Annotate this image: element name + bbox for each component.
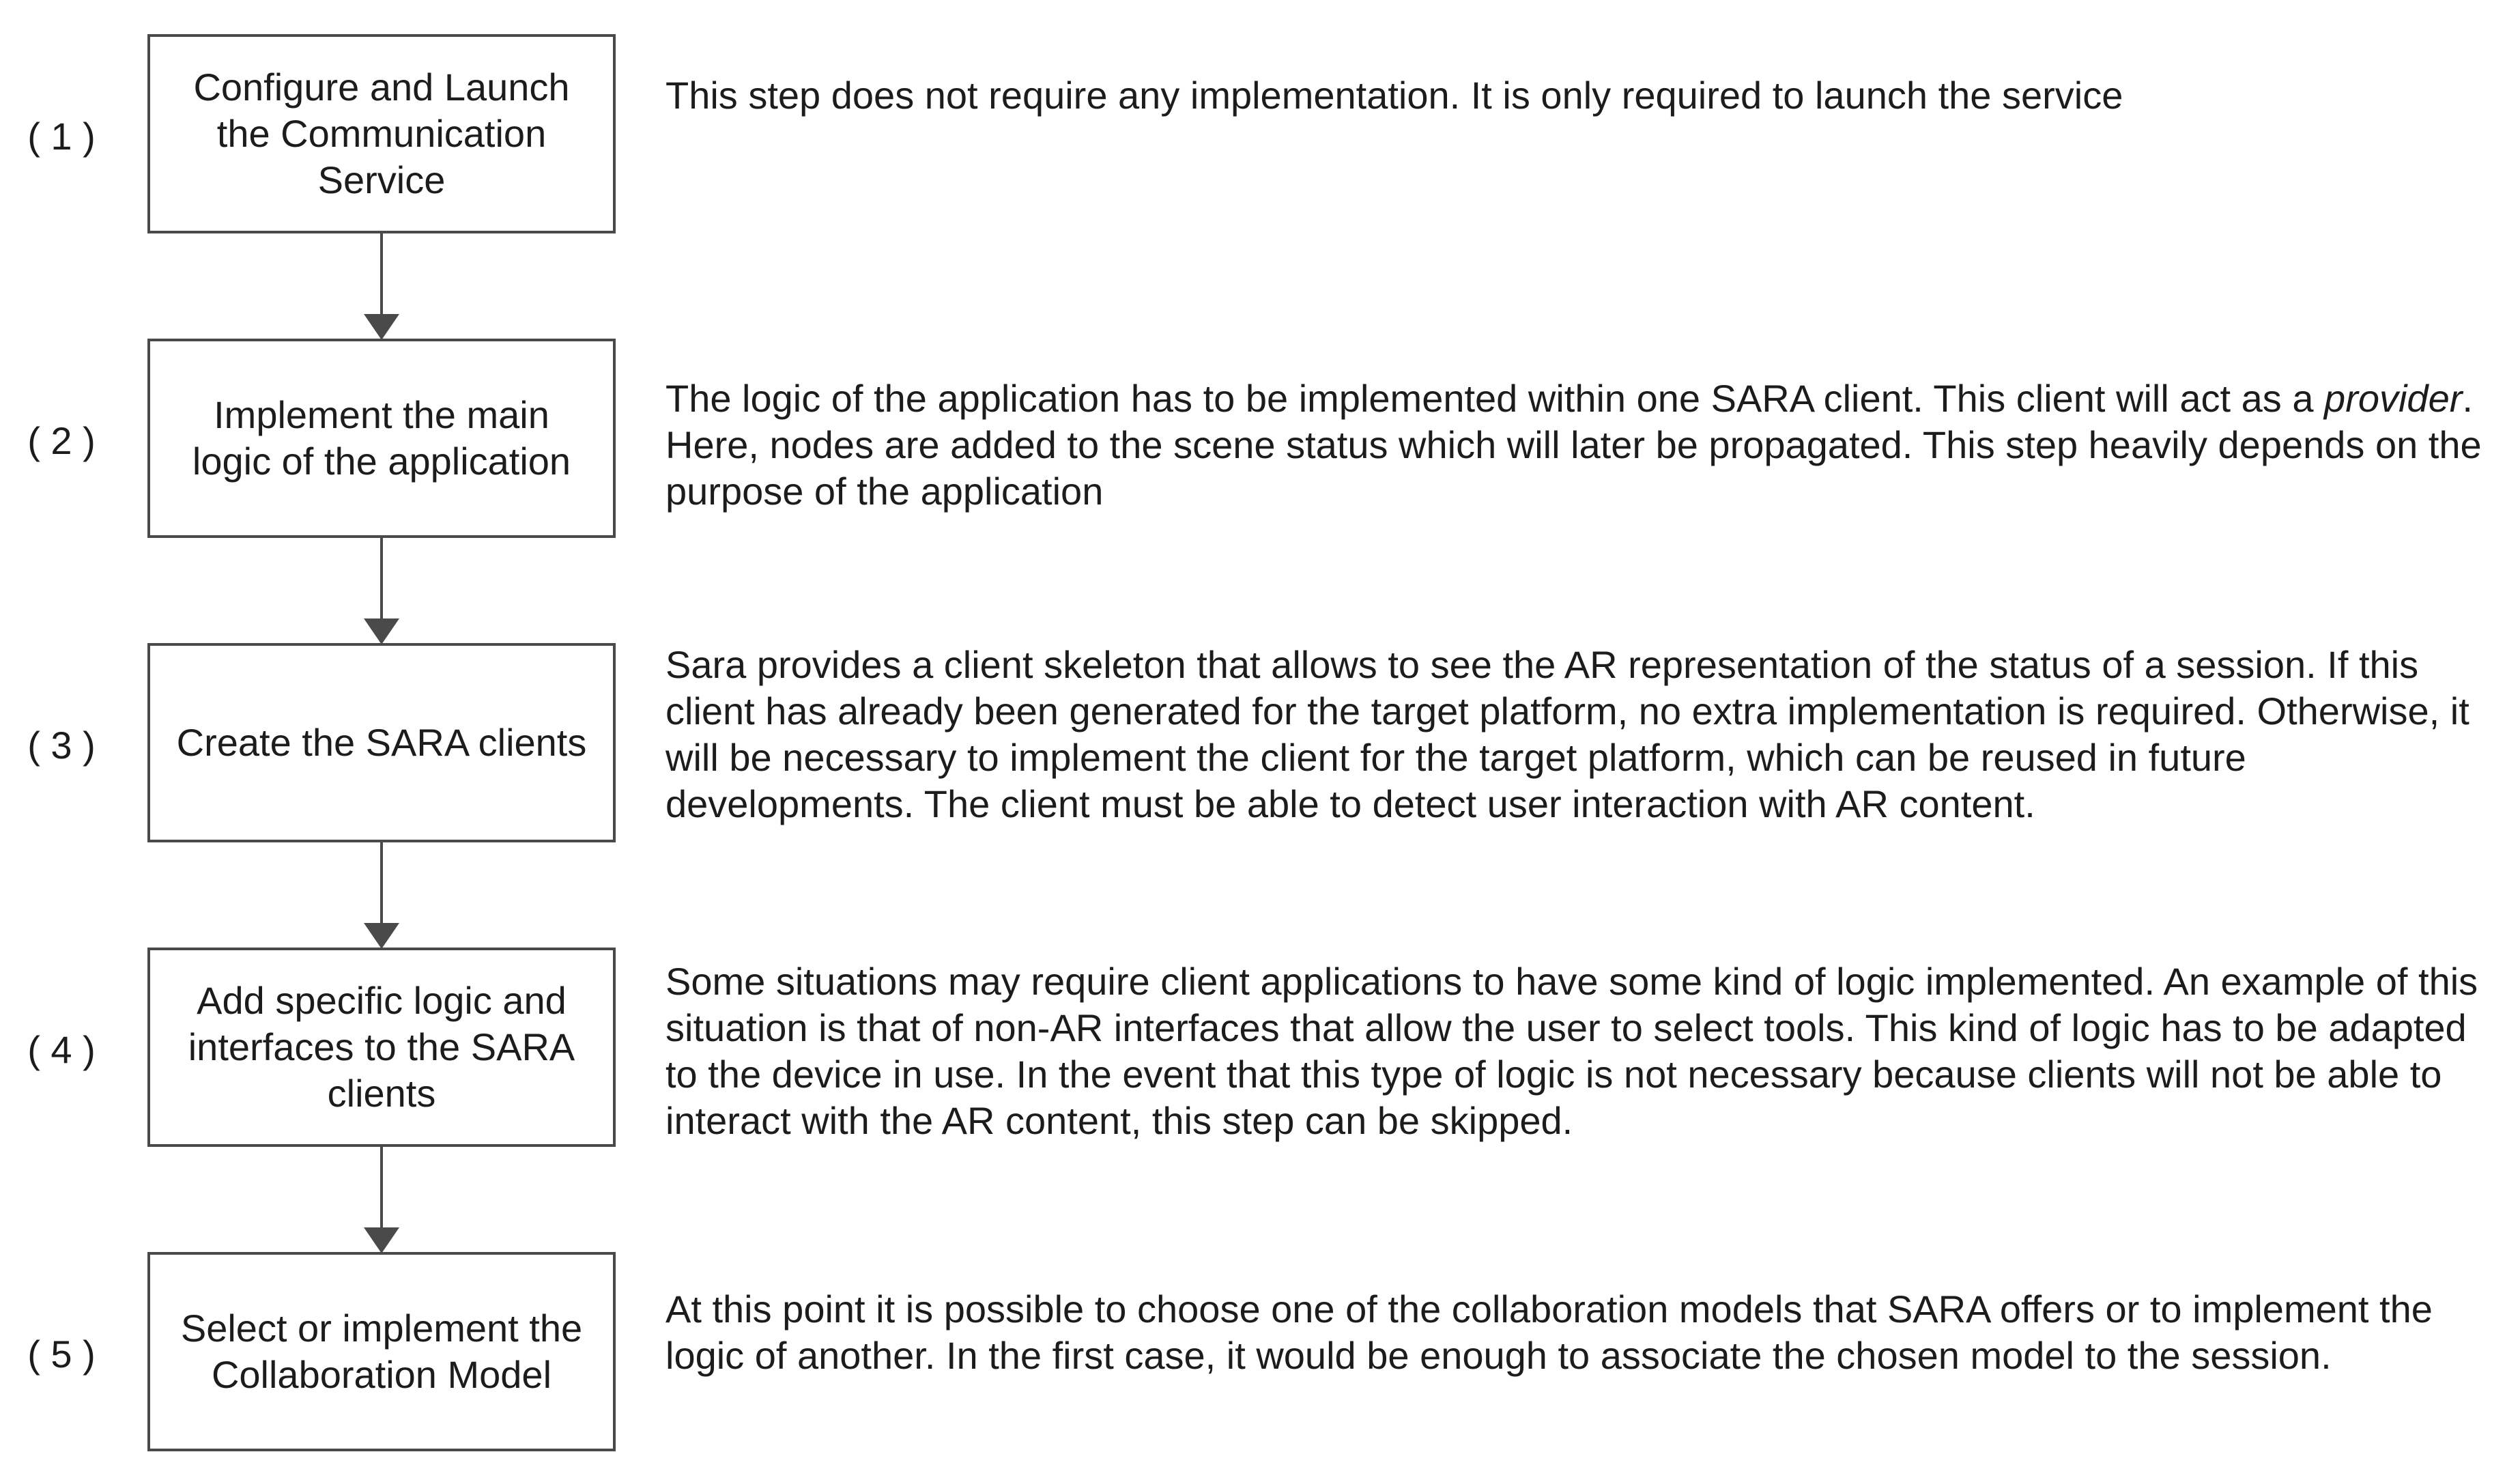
step-number-4: ( 4 ) — [27, 1028, 96, 1071]
step-description-1: This step does not require any implementation. It is only required to launch the service — [665, 74, 2123, 117]
step-number-5: ( 5 ) — [27, 1333, 96, 1376]
step-title-4: Add specific logic and interfaces to the SARA clients — [188, 979, 575, 1115]
step-description-2 — [665, 375, 2508, 515]
step-title-5: Select or implement the Collaboration Model — [180, 1307, 583, 1396]
step-description-2-start: The logic of the application has to be implemented within one SARA client. This client will act as a — [665, 377, 2325, 420]
arrow-3-to-4 — [364, 842, 399, 949]
step-description-2-emphasis: provider — [2324, 377, 2463, 420]
step-box-4 — [147, 948, 616, 1147]
step-number-1: ( 1 ) — [27, 115, 96, 158]
step-description-2-end: . Here, nodes are added to the scene status which will later be propagated. This step heavily depends on the purpose of the application — [665, 377, 2482, 513]
step-description-5: At this point it is possible to choose one of the collaboration models that SARA offers or to implement the logic of another. In the first case, it would be enough to associate the chosen model to the session. — [665, 1287, 2433, 1377]
step-title-2: Implement the main logic of the application — [192, 393, 571, 483]
step-number-2: ( 2 ) — [27, 419, 96, 462]
arrow-4-to-5 — [364, 1147, 399, 1253]
step-description-3: Sara provides a client skeleton that allows to see the AR representation of the status of a session. If this client has already been generated for the target platform, no extra implementation is required. Otherwise, it will be necessary to implement the client for the target platform, which can be reused in future developments. The client must be able to detect user interaction with AR content. — [665, 643, 2469, 825]
step-title-1: Configure and Launch the Communication Service — [193, 66, 570, 201]
step-number-3: ( 3 ) — [27, 724, 96, 767]
step-description-4: Some situations may require client applications to have some kind of logic implemented. An example of this situation is that of non-AR interfaces that allow the user to select tools. This kind of logic has to be adapted to the device in use. In the event that this type of logic is not necessary because clients will not be able to interact with the AR content, this step can be skipped. — [665, 960, 2478, 1142]
step-box-5 — [147, 1252, 616, 1451]
step-box-2 — [147, 339, 616, 538]
step-box-3 — [147, 643, 616, 842]
step-title-3: Create the SARA clients — [176, 721, 587, 764]
step-box-1 — [147, 34, 616, 233]
arrow-2-to-3 — [364, 538, 399, 644]
arrow-1-to-2 — [364, 233, 399, 340]
